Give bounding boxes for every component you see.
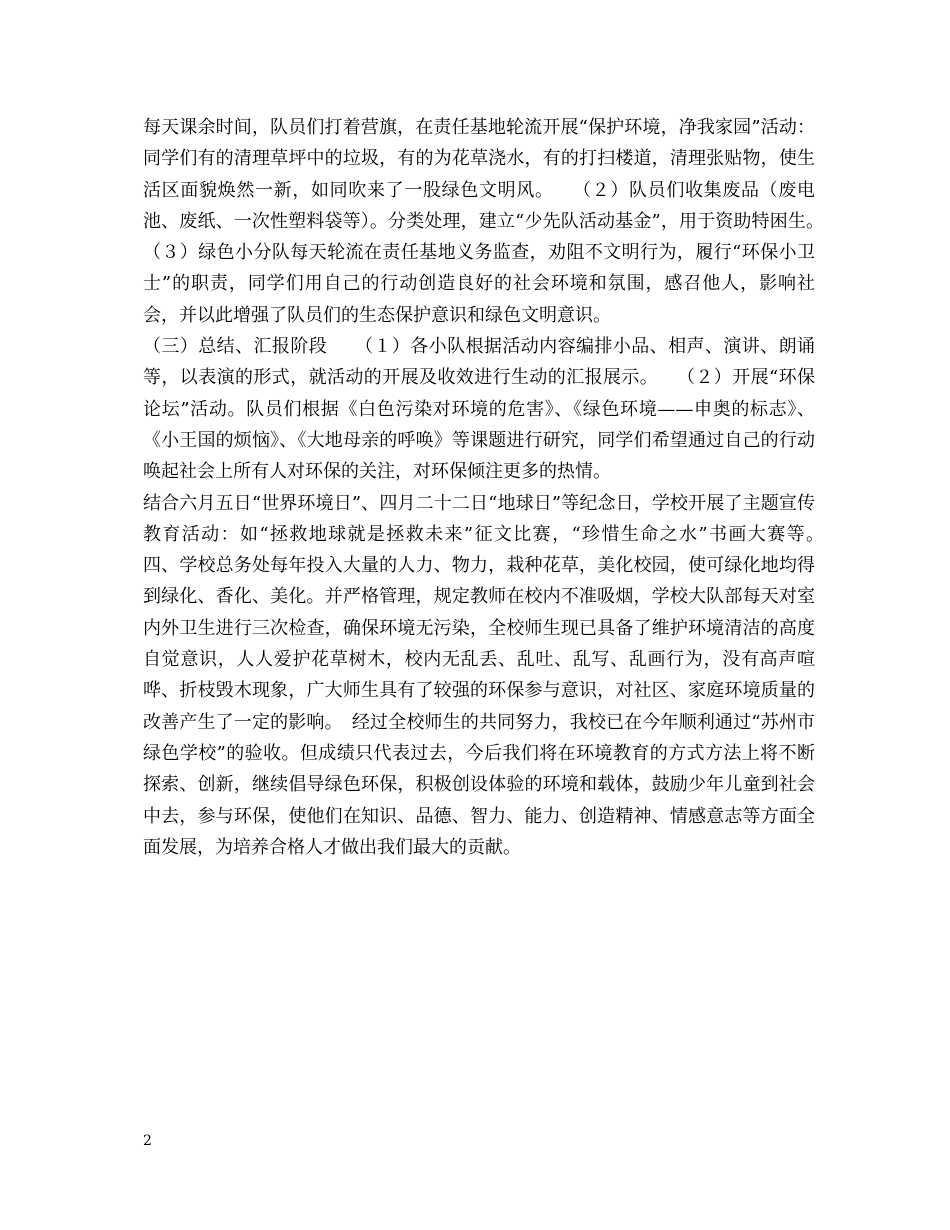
paragraph-summary-stage: （三）总结、汇报阶段 （１）各小队根据活动内容编排小品、相声、演讲、朗诵等，以表演的形式，就活动的开展及收效进行生动的汇报展示。 （２）开展“环保论坛”活动。队员们根据《白色污染对环境的危害》、《绿色环境——申奥的标志》、《小王国的烦恼》、《大地母亲的呼唤》等课题进行研究，同学们希望通过自己的行动唤起社会上所有人对环保的关注，对环保倾注更多的热情。 <box>143 336 815 483</box>
paragraph-activities: 每天课余时间，队员们打着营旗，在责任基地轮流开展“保护环境，净我家园”活动：同学们有的清理草坪中的垃圾，有的为花草浇水，有的打扫楼道，清理张贴物，使生活区面貌焕然一新，如同吹来了一股绿色文明风。 （２）队员们收集废品（废电池、废纸、一次性塑料袋等）。分类处理，建立“少先队活动基金”，用于资助特困生。 （３）绿色小分队每天轮流在责任基地义务监查，劝阻不文明行为，履行“环保小卫士”的职责，同学们用自己的行动创造良好的社会环境和氛围，感召他人，影响社会，并以此增强了队员们的生态保护意识和绿色文明意识。 <box>143 117 851 326</box>
document-body <box>143 112 851 863</box>
paragraph-events-and-results: 结合六月五日“世界环境日”、四月二十二日“地球日”等纪念日，学校开展了主题宣传教育活动：如“拯救地球就是拯救未来”征文比赛，“珍惜生命之水”书画大赛等。 四、学校总务处每年投入大量的人力、物力，栽种花草，美化校园，使可绿化地均得到绿化、香化、美化。并严格管理，规定教师在校内不准吸烟，学校大队部每天对室内外卫生进行三次检查，确保环境无污染，全校师生现已具备了维护环境清洁的高度自觉意识，人人爱护花草树木，校内无乱丢、乱吐、乱写、乱画行为，没有高声喧哗、折枝毁木现象，广大师生具有了较强的环保参与意识，对社区、家庭环境质量的改善产生了一定的影响。 经过全校师生的共同努力，我校已在今年顺利通过“苏州市绿色学校”的验收。但成绩只代表过去，今后我们将在环境教育的方式方法上将不断探索、创新，继续倡导绿色环保，积极创设体验的环境和载体，鼓励少年儿童到社会中去，参与环保，使他们在知识、品德、智力、能力、创造精神、情感意志等方面全面发展，为培养合格人才做出我们最大的贡献。 <box>143 492 851 858</box>
page-number: 2 <box>143 1133 152 1149</box>
